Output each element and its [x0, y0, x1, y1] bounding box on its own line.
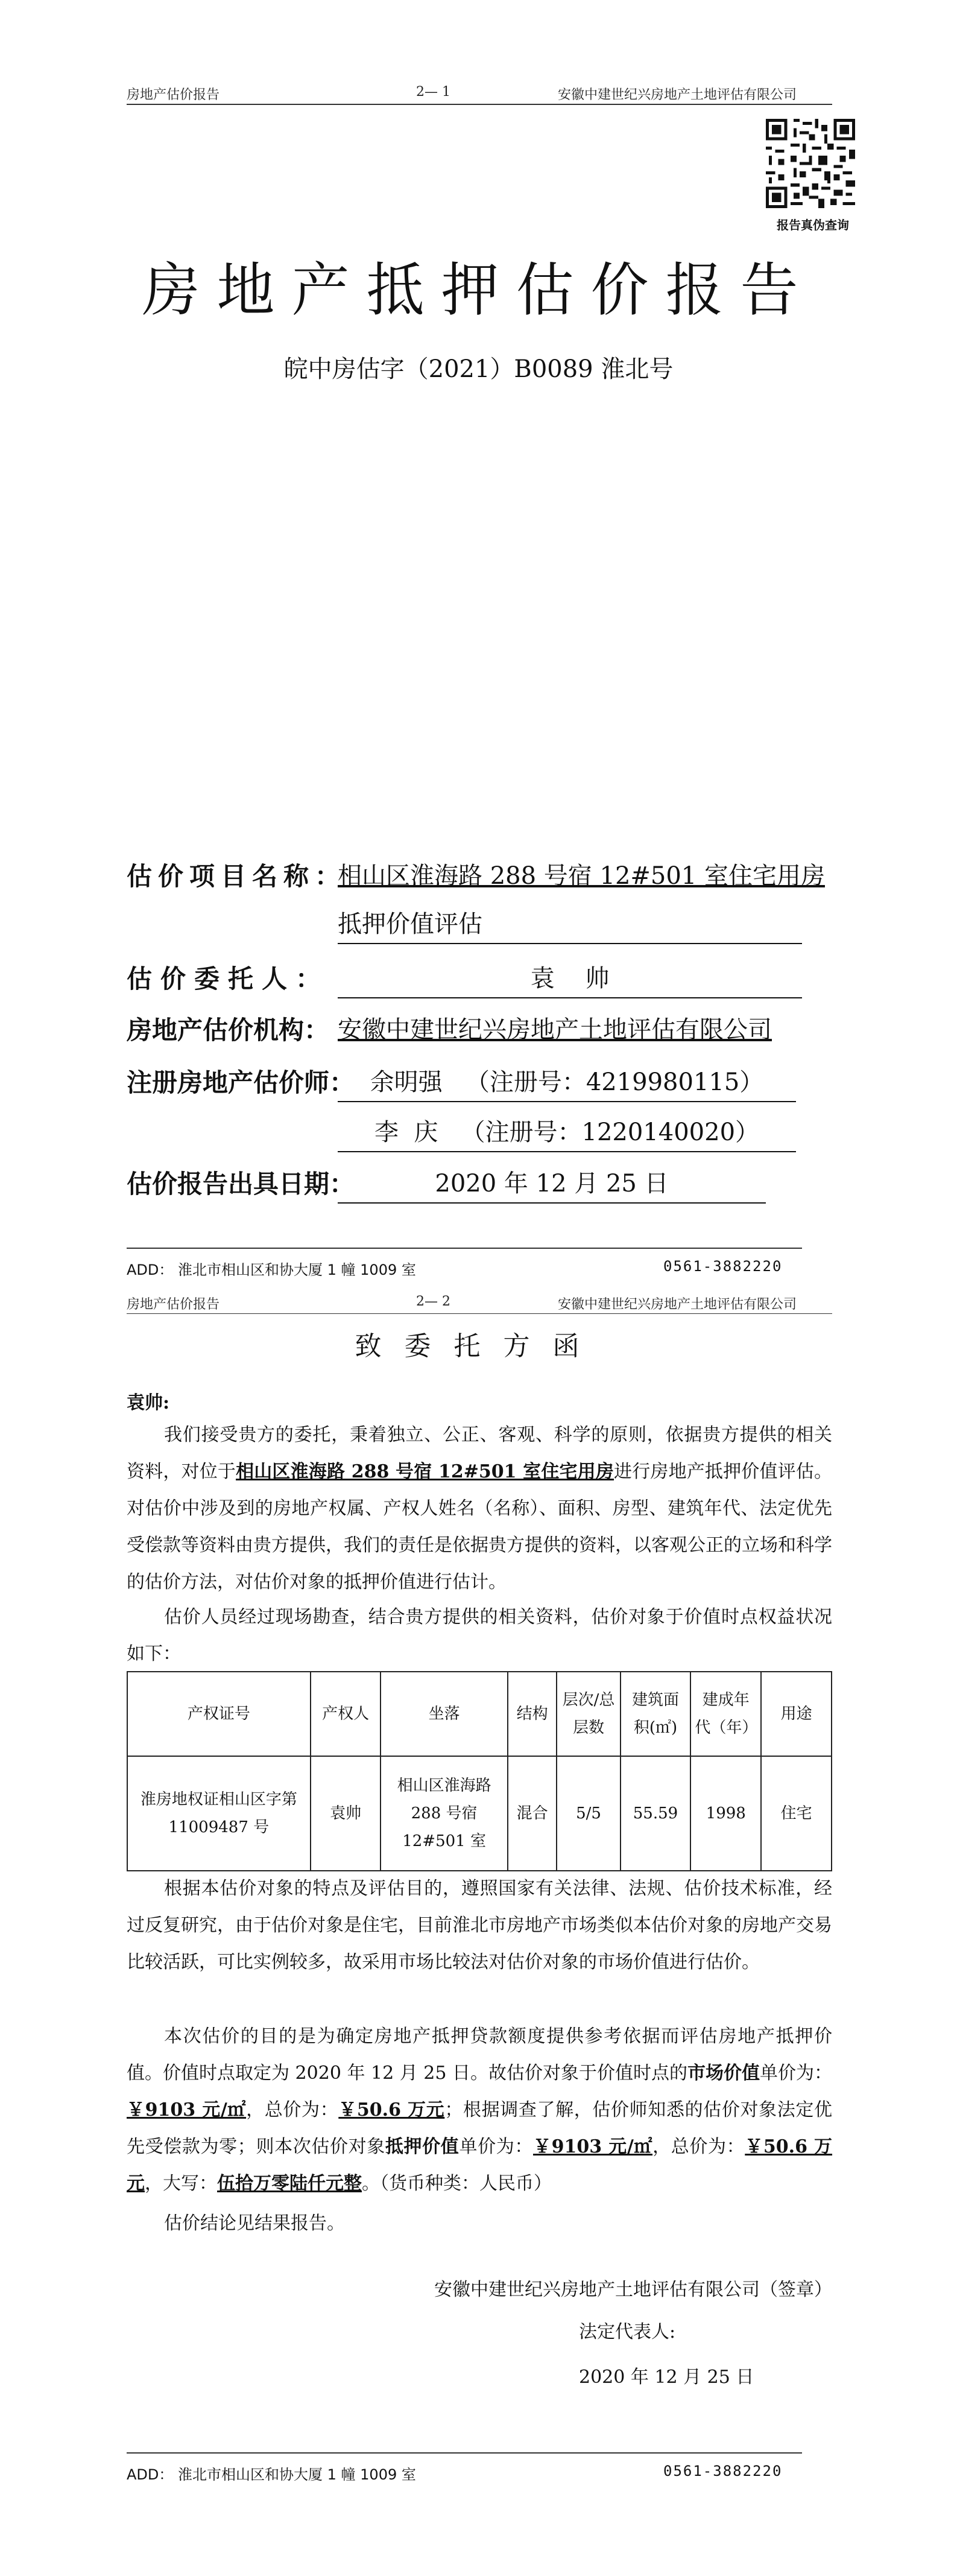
- page2-header-right: 安徽中建世纪兴房地产土地评估有限公司: [558, 1297, 797, 1312]
- paragraph-3: [127, 1870, 832, 1981]
- para4-text-j: 。（货币种类：人民币）: [362, 2173, 552, 2194]
- para3-text: 根据本估价对象的特点及评估目的，遵照国家有关法律、法规、估价技术标准，经过反复研究，由于估价对象是住宅，目前淮北市房地产市场类似本估价对象的房地产交易比较活跃，可比实例较多，故采用市场比较法对估价对象的市场价值进行估价。: [127, 1878, 832, 1973]
- signature-legal-rep: 法定代表人:: [579, 2321, 676, 2343]
- issue-date-value: 2020 年 12 月 25 日: [338, 1164, 766, 1204]
- para5-text: 估价结论见结果报告。: [164, 2213, 345, 2234]
- page2-header-rule: [127, 1313, 832, 1314]
- property-table: [127, 1671, 832, 1871]
- paragraph-4: [127, 2018, 832, 2202]
- page2-header-left: 房地产估价报告: [127, 1297, 220, 1312]
- table-header-area: 建筑面积(㎡): [621, 1672, 691, 1756]
- table-header-owner: 产权人: [311, 1672, 381, 1756]
- cell-area: 55.59: [621, 1756, 691, 1871]
- qr-caption: 报告真伪查询: [777, 218, 849, 232]
- table-header-cert: 产权证号: [127, 1672, 311, 1756]
- table-header-year: 建成年代（年）: [690, 1672, 761, 1756]
- cell-floor: 5/5: [557, 1756, 620, 1871]
- para4-text-a: 本次估价的目的是为确定房地产抵押贷款额度提供参考依据而评估房地产抵押价值。价值时点取定为 2020 年 12 月 25 日。故估价对象于价值时点的: [127, 2026, 832, 2084]
- project-name-value-line2: 抵押价值评估: [338, 905, 802, 944]
- cell-location: 相山区淮海路 288 号宿 12#501 室: [381, 1756, 507, 1871]
- document-number: 皖中房估字（2021）B0089 淮北号: [283, 355, 674, 383]
- report-title: 房地产抵押估价报告: [142, 256, 815, 324]
- project-name-label: 估价项目名称：: [127, 861, 347, 891]
- paragraph-2: [127, 1599, 832, 1672]
- para4-text-i: ，大写：: [145, 2173, 217, 2194]
- client-label: 估价委托人：: [127, 964, 330, 994]
- page2-footer-address: ADD： 淮北市相山区和协大厦 1 幢 1009 室: [127, 2466, 416, 2483]
- table-header-location: 坐落: [381, 1672, 507, 1756]
- issue-date-label: 估价报告出具日期：: [127, 1169, 355, 1199]
- para1-text-a: 我们接受贵方的委托，秉着独立、公正、客观、科学的原则，依据贵方提供的相关资料，对位于: [127, 1424, 832, 1482]
- mortgage-total-price: ￥50.6 万元: [127, 2136, 833, 2194]
- agency-label: 房地产估价机构：: [127, 1015, 330, 1045]
- paragraph-1: [127, 1416, 832, 1600]
- para4-text-g: 单价为：: [459, 2136, 533, 2157]
- market-value-term: 市场价值: [687, 2063, 760, 2084]
- signature-date: 2020 年 12 月 25 日: [579, 2367, 754, 2388]
- qr-code-icon[interactable]: [766, 119, 855, 208]
- para4-text-c: 单价为：: [760, 2063, 833, 2084]
- salutation: 袁帅:: [127, 1392, 170, 1413]
- appraiser-2: 李 庆 （注册号：1220140020）: [338, 1113, 796, 1152]
- page2-header-pagenum: 2— 2: [416, 1294, 450, 1309]
- appraiser-1: 余明强 （注册号：4219980115）: [338, 1063, 796, 1102]
- total-price-uppercase: 伍拾万零陆仟元整: [217, 2173, 362, 2194]
- table-row: [127, 1756, 832, 1871]
- client-value: 袁 帅: [338, 959, 802, 998]
- page2-footer-rule: [127, 2452, 802, 2454]
- project-name-value: 相山区淮海路 288 号宿 12#501 室住宅用房: [338, 862, 825, 890]
- appraiser-label: 注册房地产估价师：: [127, 1068, 355, 1097]
- page1-footer-address: ADD： 淮北市相山区和协大厦 1 幢 1009 室: [127, 1261, 416, 1278]
- table-header-row: [127, 1672, 832, 1756]
- para1-text-c: 进行房地产抵押价值评估。对估价中涉及到的房地产权属、产权人姓名（名称）、面积、房型、建筑年代、法定优先受偿款等资料由贵方提供，我们的责任是依据贵方提供的资料，以客观公正的立场和科学的估价方法，对估价对象的抵押价值进行估计。: [127, 1461, 833, 1593]
- agency-value: 安徽中建世纪兴房地产土地评估有限公司: [338, 1016, 772, 1044]
- page1-header-rule: [127, 104, 832, 105]
- mortgage-value-term: 抵押价值: [385, 2136, 460, 2157]
- para4-text-d: ，总价为：: [246, 2099, 339, 2121]
- page1-header-pagenum: 2— 1: [416, 84, 450, 100]
- market-total-price: ￥50.6 万元: [338, 2099, 445, 2121]
- cell-cert: 淮房地权证相山区字第 11009487 号: [127, 1756, 311, 1871]
- table-header-usage: 用途: [761, 1672, 832, 1756]
- signature-company: 安徽中建世纪兴房地产土地评估有限公司（签章）: [434, 2279, 832, 2300]
- cell-year: 1998: [690, 1756, 761, 1871]
- page1-header-left: 房地产估价报告: [127, 87, 220, 103]
- mortgage-unit-price: ￥9103 元/㎡: [532, 2136, 653, 2157]
- table-header-structure: 结构: [508, 1672, 557, 1756]
- page1-footer-rule: [127, 1248, 802, 1249]
- cell-structure: 混合: [508, 1756, 557, 1871]
- property-address: 相山区淮海路 288 号宿 12#501 室住宅用房: [236, 1461, 614, 1482]
- para4-text-h: ，总价为：: [652, 2136, 745, 2157]
- page1-footer-phone: 0561-3882220: [663, 1258, 783, 1275]
- cell-owner: 袁帅: [311, 1756, 381, 1871]
- paragraph-5: [127, 2205, 832, 2242]
- table-header-floor: 层次/总层数: [557, 1672, 620, 1756]
- page2-footer-phone: 0561-3882220: [663, 2463, 783, 2479]
- page1-header-right: 安徽中建世纪兴房地产土地评估有限公司: [558, 87, 797, 103]
- cell-usage: 住宅: [761, 1756, 832, 1871]
- letter-title: 致委托方函: [355, 1331, 602, 1362]
- para2-text: 估价人员经过现场勘查，结合贵方提供的相关资料，估价对象于价值时点权益状况如下：: [127, 1607, 832, 1664]
- para4-text-e: ；根据调查了解，估价师知悉的估价对象法定优先受偿款为零；则本次估价对象: [127, 2099, 833, 2157]
- market-unit-price: ￥9103 元/㎡: [127, 2099, 247, 2121]
